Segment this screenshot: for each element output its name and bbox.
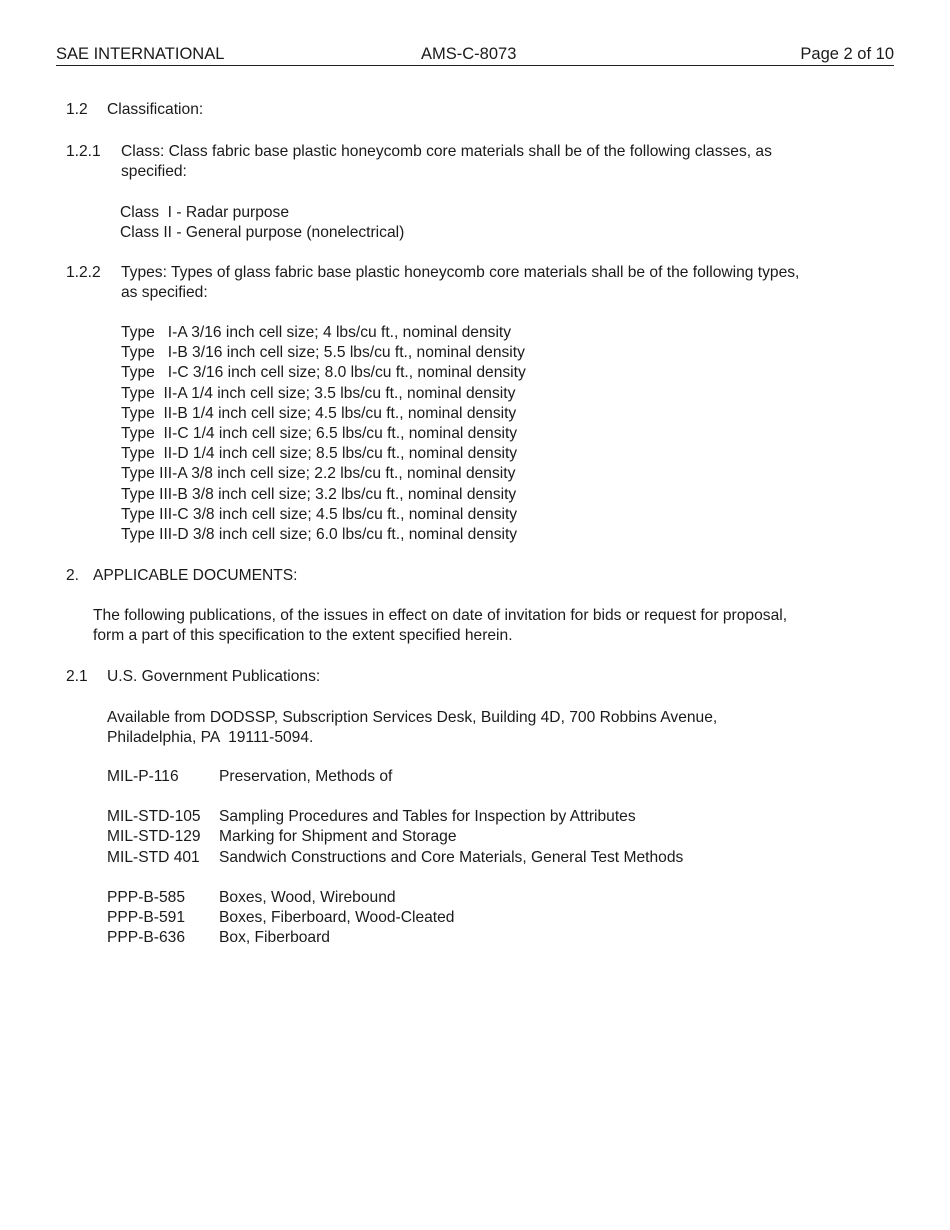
section-1-2-2-text-line-1: Types: Types of glass fabric base plastic honeycomb core materials shall be of the following types, [121,264,800,281]
reference-code: MIL-STD-105 [107,808,201,825]
section-1-2-1-number: 1.2.1 [66,143,101,160]
section-2-text-line-2: form a part of this specification to the extent specified herein. [93,627,513,644]
class-item: Class II - General purpose (nonelectrical) [120,224,405,241]
type-item: Type III-D 3/8 inch cell size; 6.0 lbs/cu ft., nominal density [121,525,518,543]
type-item: Type II-B 1/4 inch cell size; 4.5 lbs/cu ft., nominal density [121,404,517,422]
class-item: Class I - Radar purpose [120,204,290,221]
reference-code: PPP-B-636 [107,929,186,946]
availability-line-1: Available from DODSSP, Subscription Services Desk, Building 4D, 700 Robbins Avenue, [107,709,718,726]
reference-title: Marking for Shipment and Storage [219,828,457,845]
reference-title: Boxes, Fiberboard, Wood-Cleated [219,909,455,926]
reference-title: Boxes, Wood, Wirebound [219,889,396,906]
header-document-number: AMS-C-8073 [421,45,517,63]
section-2-number: 2. [66,567,80,584]
section-1-2-2-text-line-2: as specified: [121,284,208,301]
reference-title: Preservation, Methods of [219,768,393,785]
header-page-number: Page 2 of 10 [800,45,894,63]
section-2-1-number: 2.1 [66,668,88,685]
section-2-title: APPLICABLE DOCUMENTS: [93,567,298,584]
type-item: Type II-C 1/4 inch cell size; 6.5 lbs/cu ft., nominal density [121,424,518,442]
type-item: Type III-C 3/8 inch cell size; 4.5 lbs/cu ft., nominal density [121,505,518,523]
reference-title: Sandwich Constructions and Core Materials, General Test Methods [219,849,684,866]
type-item: Type III-B 3/8 inch cell size; 3.2 lbs/cu ft., nominal density [121,485,517,503]
type-item: Type I-A 3/16 inch cell size; 4 lbs/cu ft., nominal density [121,324,512,341]
reference-code: PPP-B-591 [107,909,186,926]
reference-code: PPP-B-585 [107,889,186,906]
type-item: Type I-C 3/16 inch cell size; 8.0 lbs/cu ft., nominal density [121,364,526,382]
type-item: Type II-D 1/4 inch cell size; 8.5 lbs/cu ft., nominal density [121,445,518,463]
reference-code: MIL-P-116 [107,768,179,785]
section-1-2-title: Classification: [107,101,204,118]
section-1-2-number: 1.2 [66,101,88,118]
section-1-2-1-text-line-2: specified: [121,163,187,180]
reference-code: MIL-STD-129 [107,828,201,845]
section-2-text-line-1: The following publications, of the issues in effect on date of invitation for bids or request for proposal, [93,607,788,624]
availability-line-2: Philadelphia, PA 19111-5094. [107,729,314,746]
reference-title: Sampling Procedures and Tables for Inspection by Attributes [219,808,636,825]
reference-code: MIL-STD 401 [107,849,200,866]
reference-title: Box, Fiberboard [219,929,330,946]
page-header [56,44,894,66]
header-organization: SAE INTERNATIONAL [56,45,225,63]
type-item: Type I-B 3/16 inch cell size; 5.5 lbs/cu ft., nominal density [121,344,525,362]
type-list [121,323,526,545]
section-2-1-title: U.S. Government Publications: [107,668,321,685]
section-1-2-1-text-line-1: Class: Class fabric base plastic honeycomb core materials shall be of the following classes, as [121,143,772,160]
section-1-2-2-number: 1.2.2 [66,264,101,281]
type-item: Type III-A 3/8 inch cell size; 2.2 lbs/cu ft., nominal density [121,465,516,483]
type-item: Type II-A 1/4 inch cell size; 3.5 lbs/cu ft., nominal density [121,384,516,402]
